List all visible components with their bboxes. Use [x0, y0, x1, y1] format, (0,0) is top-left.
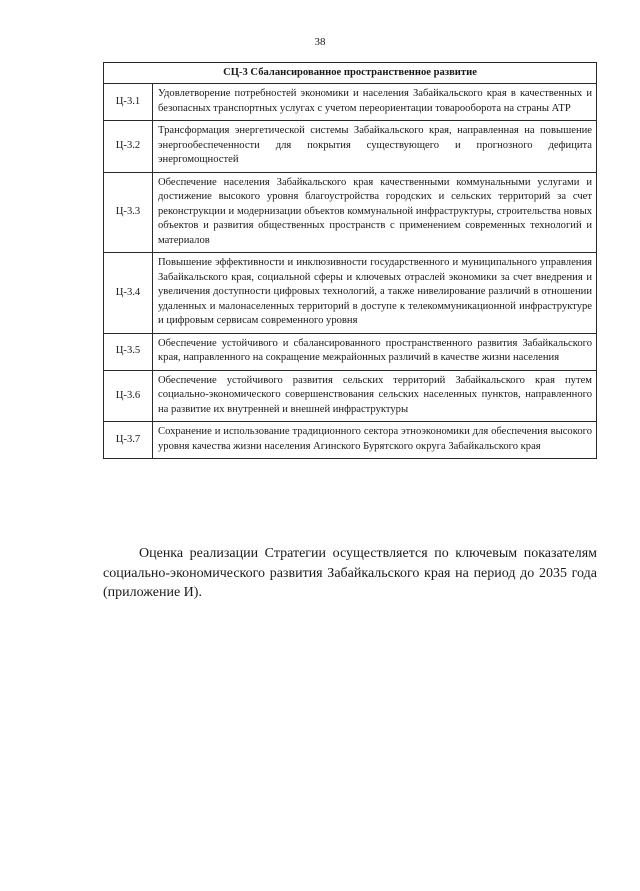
table-header-row: [104, 63, 597, 84]
goal-code: Ц-3.2: [104, 121, 153, 173]
goal-description: Трансформация энергетической системы Забайкальского края, направленная на повышение энергообеспеченности для покрытия существующего и прогнозного дефицита энергомощностей: [153, 121, 597, 173]
goal-code: Ц-3.1: [104, 84, 153, 121]
table-row: [104, 253, 597, 334]
table-row: [104, 172, 597, 253]
goal-code: Ц-3.3: [104, 172, 153, 253]
goal-code: Ц-3.6: [104, 370, 153, 422]
table-header: СЦ-3 Сбалансированное пространственное развитие: [104, 63, 597, 84]
body-paragraph: Оценка реализации Стратегии осуществляется по ключевым показателям социально-экономического развития Забайкальского края на период до 2035 года (приложение И).: [103, 546, 597, 600]
goal-description: Обеспечение населения Забайкальского края качественными коммунальными услугами и достижение высокого уровня благоустройства городских и сельских территорий за счет реконструкции и модернизации объектов коммунальной инфраструктуры, строительства новых объектов и развития общественных пространств с применением современных технологий и материалов: [153, 172, 597, 253]
table-row: [104, 422, 597, 459]
table-row: [104, 84, 597, 121]
page-number: 38: [314, 36, 326, 48]
goal-description: Обеспечение устойчивого развития сельских территорий Забайкальского края путем социально-экономического совершенствования сельских населенных пунктов, направленного на развитие их внутренней и внешней инфраструктуры: [153, 370, 597, 422]
goal-code: Ц-3.4: [104, 253, 153, 334]
table-row: [104, 370, 597, 422]
goal-description: Удовлетворение потребностей экономики и населения Забайкальского края в качественных и безопасных транспортных услугах с учетом переориентации товарооборота на страны АТР: [153, 84, 597, 121]
goal-description: Сохранение и использование традиционного сектора этноэкономики для обеспечения высокого уровня качества жизни населения Агинского Бурятского округа Забайкальского края: [153, 422, 597, 459]
goal-code: Ц-3.5: [104, 333, 153, 370]
goals-table: [103, 62, 597, 459]
table-row: [104, 121, 597, 173]
goal-description: Повышение эффективности и инклюзивности государственного и муниципального управления Забайкальского края, социальной сферы и ключевых отраслей экономики за счет внедрения и увеличения доступности цифровых технологий, а также нивелирование различий в отношении удаленных и малонаселенных территорий в доступе к телекоммуникационной инфраструктуре и цифровым сервисам современного уровня: [153, 253, 597, 334]
goal-code: Ц-3.7: [104, 422, 153, 459]
table-row: [104, 333, 597, 370]
goal-description: Обеспечение устойчивого и сбалансированного пространственного развития Забайкальского края, направленного на сокращение межрайонных различий в качестве жизни населения: [153, 333, 597, 370]
